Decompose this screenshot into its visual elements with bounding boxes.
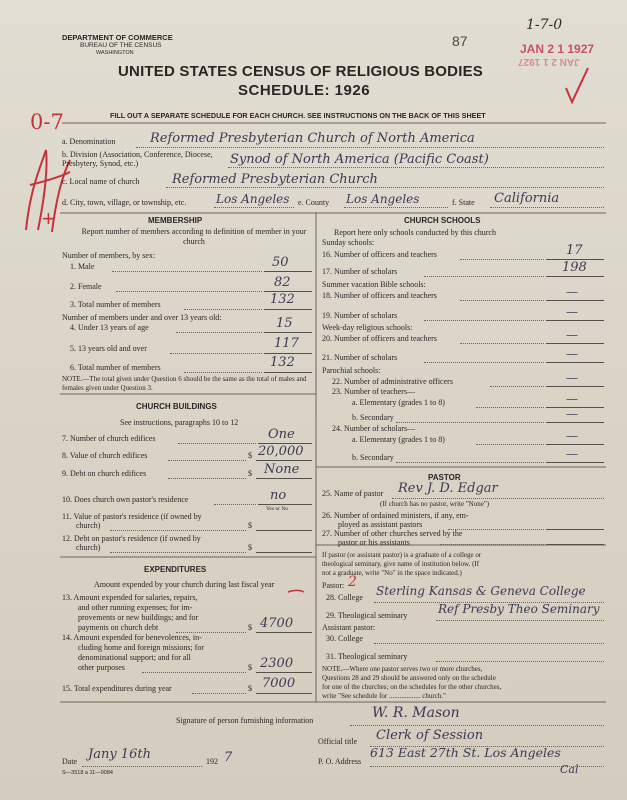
q19-value: — xyxy=(566,305,578,319)
received-stamp: JAN 2 1 1927 xyxy=(520,42,595,56)
q31-label: 31. Theological seminary xyxy=(326,652,408,661)
q27-label-a: 27. Number of other churches served by the xyxy=(322,529,463,538)
q8-label: 8. Value of church edifices xyxy=(62,451,148,460)
dept-name: DEPARTMENT OF COMMERCE xyxy=(62,33,173,42)
q23a-value: — xyxy=(566,392,578,406)
q4-box xyxy=(264,332,312,333)
red-plus: + xyxy=(42,206,55,231)
q14-leader xyxy=(142,672,246,673)
q24b-leader xyxy=(396,462,544,463)
q10-label: 10. Does church own pastor's residence xyxy=(62,495,189,504)
q29-line xyxy=(436,620,604,621)
bureau-name: BUREAU OF THE CENSUS xyxy=(80,42,162,49)
q18-label: 18. Number of officers and teachers xyxy=(322,291,437,300)
by-sex-label: Number of members, by sex: xyxy=(62,251,156,260)
city-name: WASHINGTON xyxy=(96,50,134,56)
state-line xyxy=(490,207,604,208)
q19-box xyxy=(546,320,604,321)
q7-value: One xyxy=(268,427,295,442)
q24a-label: a. Elementary (grades 1 to 8) xyxy=(352,435,445,444)
q17-value: 198 xyxy=(562,260,587,275)
q3-leader xyxy=(184,309,262,310)
q3-value: 132 xyxy=(270,292,295,307)
q24-label: 24. Number of scholars— xyxy=(332,424,416,433)
q6-leader xyxy=(184,372,262,373)
po-address-value-2: Cal xyxy=(560,763,579,776)
q26-label-b: ployed as assistant pastors xyxy=(338,520,423,529)
membership-title: MEMBERSHIP xyxy=(148,216,203,225)
q9-dollar: $ xyxy=(248,469,252,478)
q15-leader xyxy=(192,693,246,694)
by-age-label: Number of members under and over 13 years old: xyxy=(62,313,222,322)
grad-note-c: not a graduate, write "No" in the space indicated.) xyxy=(322,569,462,577)
denomination-line xyxy=(136,147,604,148)
date-line xyxy=(82,766,202,767)
q1-leader xyxy=(112,271,262,272)
q2-label: 2. Female xyxy=(70,282,102,291)
division-label: b. Division (Association, Conference, Diocese, Presbytery, Synod, etc.) xyxy=(62,150,213,168)
pastor-note-b: Questions 28 and 29 should be answered only on the schedule xyxy=(322,674,496,682)
q19-label: 19. Number of scholars xyxy=(322,311,398,320)
buildings-title: CHURCH BUILDINGS xyxy=(136,402,217,411)
q18-leader xyxy=(460,300,544,301)
q24a-leader xyxy=(476,444,544,445)
q25-value: Rev J. D. Edgar xyxy=(398,481,498,496)
q24b-label: b. Secondary xyxy=(352,453,394,462)
q22-label: 22. Number of administrative officers xyxy=(332,377,453,386)
pastor-note-c: for one of the churches; on the schedules for the other churches, xyxy=(322,683,502,691)
q5-box xyxy=(264,353,312,354)
q6-value: 132 xyxy=(270,355,295,370)
q23b-value: — xyxy=(566,407,578,421)
grad-note-a: If pastor (or assistant pastor) is a graduate of a college or xyxy=(322,551,482,559)
top-right-code: 1-7-0 xyxy=(526,17,563,33)
q22-leader xyxy=(490,386,544,387)
grad-note-b: theological seminary, give name of institution below. (If xyxy=(322,560,480,568)
date-year: 192 xyxy=(206,757,218,766)
q10-value: no xyxy=(270,488,287,503)
q15-label: 15. Total expenditures during year xyxy=(62,684,172,693)
q9-box xyxy=(256,478,312,479)
membership-note: NOTE.—The total given under Question 6 should be the same as the total of males and females given under Question 3. xyxy=(62,375,307,392)
q7-leader xyxy=(178,443,256,444)
city-label: d. City, town, village, or township, etc. xyxy=(62,198,187,207)
signature-line xyxy=(350,725,604,726)
q4-value: 15 xyxy=(276,316,293,331)
q24a-box xyxy=(546,444,604,445)
q28-value: Sterling Kansas & Geneva College xyxy=(376,584,586,598)
q16-value: 17 xyxy=(566,243,583,258)
q14-value: 2300 xyxy=(260,656,294,671)
q14-label-a: 14. Amount expended for benevolences, in- xyxy=(62,633,202,642)
q5-leader xyxy=(170,353,262,354)
expenditures-title: EXPENDITURES xyxy=(144,565,207,574)
q11-label-a: 11. Value of pastor's residence (if owned by xyxy=(62,512,202,521)
q13-label-d: payments on church debt xyxy=(78,623,159,632)
q15-value: 7000 xyxy=(262,676,296,691)
q28-label: 28. College xyxy=(326,593,363,602)
q21-leader xyxy=(424,362,544,363)
q30-label: 30. College xyxy=(326,634,363,643)
q27-box xyxy=(546,544,604,545)
q20-value: — xyxy=(566,328,578,342)
parochial-label: Parochial schools: xyxy=(322,366,381,375)
q8-dollar: $ xyxy=(248,451,252,460)
q11-label-b: church) xyxy=(76,521,101,530)
q13-value: 4700 xyxy=(260,616,294,631)
signature-label: Signature of person furnishing information xyxy=(176,716,314,725)
q11-dollar: $ xyxy=(248,521,252,530)
county-label: e. County xyxy=(298,198,330,207)
po-address-label: P. O. Address xyxy=(318,757,362,766)
red-check-mark xyxy=(566,68,588,102)
q5-value: 117 xyxy=(274,336,299,351)
q13-box xyxy=(256,632,312,633)
q1-box xyxy=(264,271,312,272)
q14-box xyxy=(256,672,312,673)
q20-box xyxy=(546,343,604,344)
red-code: 0-7 xyxy=(30,110,64,134)
form-title: UNITED STATES CENSUS OF RELIGIOUS BODIES xyxy=(118,63,483,80)
q26-label-a: 26. Number of ordained ministers, if any, em- xyxy=(322,511,469,520)
q25-note: (If church has no pastor, write "None") xyxy=(380,500,490,508)
q23b-leader xyxy=(396,422,544,423)
pastor-note-d: write "See schedule for .................. church." xyxy=(322,692,446,700)
pastor-note-a: NOTE.—Where one pastor serves two or more churches, xyxy=(322,665,483,673)
q17-leader xyxy=(424,276,544,277)
form-number: 87 xyxy=(452,33,468,49)
q21-box xyxy=(546,362,604,363)
q18-box xyxy=(546,300,604,301)
q10-leader xyxy=(214,504,256,505)
official-title-label: Official title xyxy=(318,737,358,746)
assistant-label: Assistant pastor: xyxy=(322,623,376,632)
q23a-leader xyxy=(476,407,544,408)
q4-label: 4. Under 13 years of age xyxy=(70,323,149,332)
q20-label: 20. Number of officers and teachers xyxy=(322,334,437,343)
q12-label-a: 12. Debt on pastor's residence (if owned by xyxy=(62,534,201,543)
local-name-value: Reformed Presbyterian Church xyxy=(172,172,378,187)
q25-label: 25. Name of pastor xyxy=(322,489,384,498)
local-name-line xyxy=(166,187,604,188)
city-line xyxy=(214,207,294,208)
q8-leader xyxy=(168,460,246,461)
form-code: S—3518 a 11—9084 xyxy=(62,770,113,776)
q9-leader xyxy=(168,478,246,479)
q17-box xyxy=(546,276,604,277)
denomination-label: a. Denomination xyxy=(62,137,116,146)
po-address-value: 613 East 27th St. Los Angeles xyxy=(370,745,561,760)
q3-label: 3. Total number of members xyxy=(70,300,161,309)
q22-value: — xyxy=(566,371,578,385)
q21-value: — xyxy=(566,347,578,361)
date-year-hand: 7 xyxy=(224,750,233,765)
q24b-value: — xyxy=(566,447,578,461)
q6-box xyxy=(264,372,312,373)
q21-label: 21. Number of scholars xyxy=(322,353,398,362)
q23b-box xyxy=(546,422,604,423)
q14-label-c: denominational support; and for all xyxy=(78,653,191,662)
schedule-title: SCHEDULE: 1926 xyxy=(238,82,371,99)
weekday-label: Week-day religious schools: xyxy=(322,323,413,332)
pastor-sub-label: Pastor: xyxy=(322,581,345,590)
q26-box xyxy=(546,529,604,530)
q31-line xyxy=(436,661,604,662)
schools-intro: Report here only schools conducted by this church xyxy=(334,228,496,237)
q24a-value: — xyxy=(566,429,578,443)
q15-box xyxy=(256,693,312,694)
q9-label: 9. Debt on church edifices xyxy=(62,469,147,478)
date-label: Date xyxy=(62,757,78,766)
q15-dollar: $ xyxy=(248,684,252,693)
instructions-line: FILL OUT A SEPARATE SCHEDULE FOR EACH CHURCH. SEE INSTRUCTIONS ON THE BACK OF THIS SHEET xyxy=(110,111,486,120)
q14-label-b: cluding home and foreign missions; for xyxy=(78,643,204,652)
sunday-label: Sunday schools: xyxy=(322,238,375,247)
q10-box xyxy=(258,504,312,505)
q12-box xyxy=(256,552,312,553)
q20-leader xyxy=(460,343,544,344)
red-underline-2 xyxy=(288,591,304,593)
q13-label-c: provements or new buildings; and for xyxy=(78,613,199,622)
q13-label-b: and other running expenses; for im- xyxy=(78,603,193,612)
county-line xyxy=(344,207,448,208)
q12-leader xyxy=(110,552,246,553)
q9-value: None xyxy=(264,462,300,477)
q11-box xyxy=(256,530,312,531)
q16-label: 16. Number of officers and teachers xyxy=(322,250,437,259)
local-name-label: c. Local name of church xyxy=(62,177,140,186)
state-value: California xyxy=(494,191,560,206)
q13-label-a: 13. Amount expended for salaries, repairs, xyxy=(62,593,198,602)
q8-value: 20,000 xyxy=(258,444,304,459)
denomination-value: Reformed Presbyterian Church of North America xyxy=(150,131,475,146)
buildings-intro: See instructions, paragraphs 10 to 12 xyxy=(120,418,239,427)
q12-dollar: $ xyxy=(248,543,252,552)
schools-title: CHURCH SCHOOLS xyxy=(404,216,481,225)
division-line xyxy=(228,167,604,168)
q1-value: 50 xyxy=(272,255,289,270)
q16-leader xyxy=(460,259,544,260)
q7-label: 7. Number of church edifices xyxy=(62,434,156,443)
q2-value: 82 xyxy=(274,275,291,290)
q19-leader xyxy=(424,320,544,321)
state-label: f. State xyxy=(452,198,475,207)
q14-label-d: other purposes xyxy=(78,663,125,672)
county-value: Los Angeles xyxy=(346,192,420,206)
membership-intro: Report number of members according to definition of member in your church xyxy=(81,227,307,246)
vacation-label: Summer vacation Bible schools: xyxy=(322,280,426,289)
q13-dollar: $ xyxy=(248,623,252,632)
q29-value: Ref Presby Theo Seminary xyxy=(438,602,600,616)
city-value: Los Angeles xyxy=(216,192,290,206)
division-value: Synod of North America (Pacific Coast) xyxy=(230,152,489,167)
q30-line xyxy=(374,643,604,644)
q29-label: 29. Theological seminary xyxy=(326,611,408,620)
q23a-label: a. Elementary (grades 1 to 8) xyxy=(352,398,445,407)
q2-leader xyxy=(116,291,262,292)
q14-dollar: $ xyxy=(248,663,252,672)
q23b-label: b. Secondary xyxy=(352,413,394,422)
q17-label: 17. Number of scholars xyxy=(322,267,398,276)
received-stamp-reversed: JAN 2 1 1927 xyxy=(518,56,580,67)
q1-label: 1. Male xyxy=(70,262,95,271)
q8-box xyxy=(256,460,312,461)
yes-no-hint: Yes or No xyxy=(266,506,289,512)
q25-line xyxy=(392,498,604,499)
q27-leader xyxy=(440,544,544,545)
pastor-title: PASTOR xyxy=(428,473,461,482)
q3-box xyxy=(264,309,312,310)
q18-value: — xyxy=(566,285,578,299)
q24b-box xyxy=(546,462,604,463)
q6-label: 6. Total number of members xyxy=(70,363,161,372)
q11-leader xyxy=(110,530,246,531)
official-title-value: Clerk of Session xyxy=(376,728,484,743)
signature-value: W. R. Mason xyxy=(372,705,460,721)
q4-leader xyxy=(176,332,262,333)
date-value: Jany 16th xyxy=(88,747,151,762)
q27-label-b: pastor or his assistants xyxy=(338,538,410,547)
q23-label: 23. Number of teachers— xyxy=(332,387,416,396)
q22-box xyxy=(546,386,604,387)
q5-label: 5. 13 years old and over xyxy=(70,344,147,353)
expenditures-intro: Amount expended by your church during last fiscal year xyxy=(94,580,275,589)
pastor-red-mark: 2 xyxy=(348,574,357,590)
q12-label-b: church) xyxy=(76,543,101,552)
